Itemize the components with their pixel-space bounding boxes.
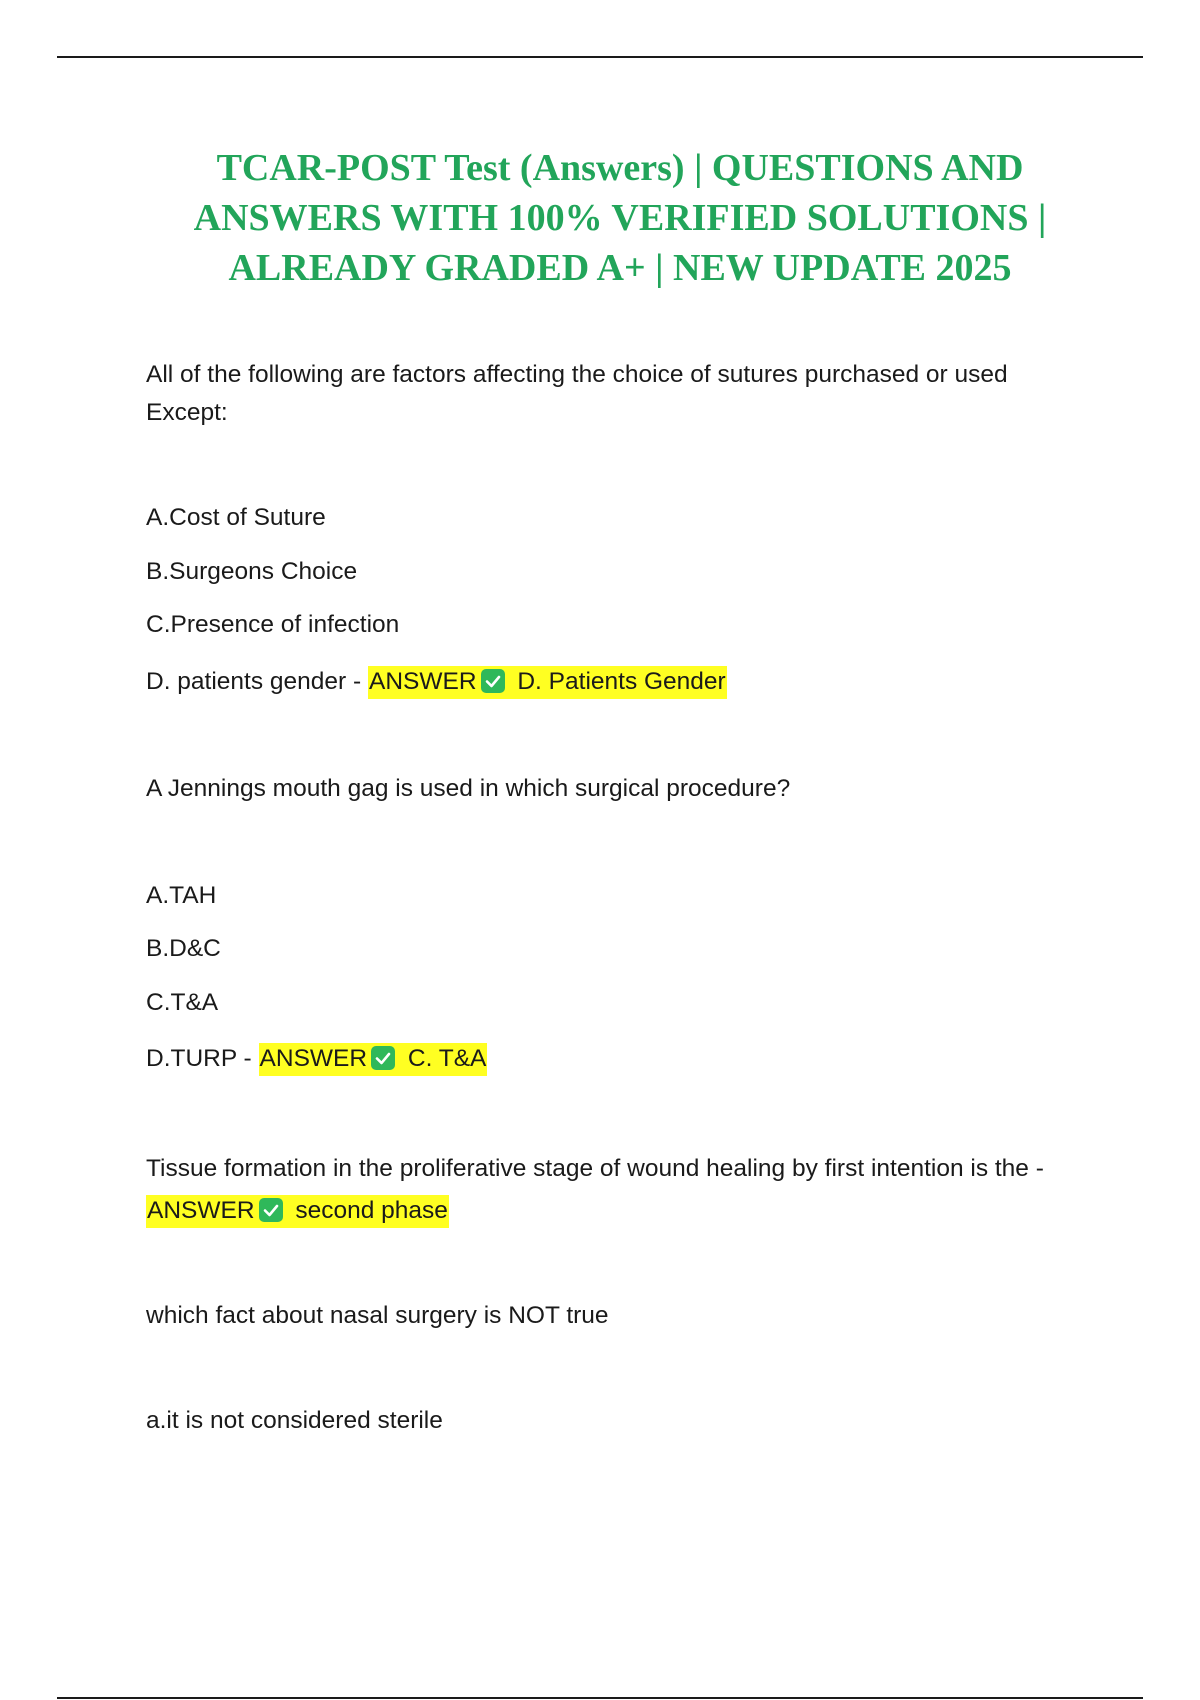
question-1-option-a: A.Cost of Suture bbox=[146, 504, 326, 531]
answer-label: ANSWER bbox=[147, 1197, 255, 1224]
answer-text: C. T&A bbox=[407, 1045, 487, 1072]
check-mark-icon bbox=[259, 1198, 283, 1222]
top-rule bbox=[57, 56, 1143, 58]
question-2-option-b: B.D&C bbox=[146, 935, 221, 962]
question-1-option-d: D. patients gender - bbox=[146, 668, 362, 695]
answer-highlight bbox=[146, 1195, 449, 1228]
answer-label: ANSWER bbox=[259, 1045, 368, 1072]
question-3-line bbox=[146, 1148, 1086, 1232]
question-1-option-c: C.Presence of infection bbox=[146, 611, 400, 638]
check-mark-icon bbox=[371, 1046, 395, 1070]
question-2-option-c: C.T&A bbox=[146, 989, 219, 1016]
answer-text: D. Patients Gender bbox=[517, 668, 726, 695]
question-2-prompt: A Jennings mouth gag is used in which surgical procedure? bbox=[146, 775, 791, 802]
question-1-option-b: B.Surgeons Choice bbox=[146, 558, 358, 585]
question-2-option-a: A.TAH bbox=[146, 882, 217, 909]
question-4-option-a: a.it is not considered sterile bbox=[146, 1407, 443, 1434]
document-title: TCAR-POST Test (Answers) | QUESTIONS AND ANSWERS WITH 100% VERIFIED SOLUTIONS | ALREADY GRADED A+ | NEW UPDATE 2025 bbox=[193, 147, 1047, 289]
bottom-rule bbox=[57, 1697, 1143, 1699]
question-4-prompt: which fact about nasal surgery is NOT true bbox=[146, 1302, 609, 1329]
answer-label: ANSWER bbox=[369, 668, 477, 695]
question-3-prompt: Tissue formation in the proliferative stage of wound healing by first intention is the - bbox=[146, 1155, 1044, 1182]
question-2-option-d-line bbox=[146, 1040, 487, 1078]
check-mark-icon bbox=[481, 669, 505, 693]
question-1-option-d-line bbox=[146, 663, 727, 701]
answer-text: second phase bbox=[295, 1197, 448, 1224]
answer-highlight bbox=[259, 1043, 488, 1076]
question-1-prompt: All of the following are factors affecting the choice of sutures purchased or used Except: bbox=[146, 361, 1008, 426]
question-2-option-d: D.TURP - bbox=[146, 1045, 252, 1072]
answer-highlight bbox=[368, 666, 727, 699]
